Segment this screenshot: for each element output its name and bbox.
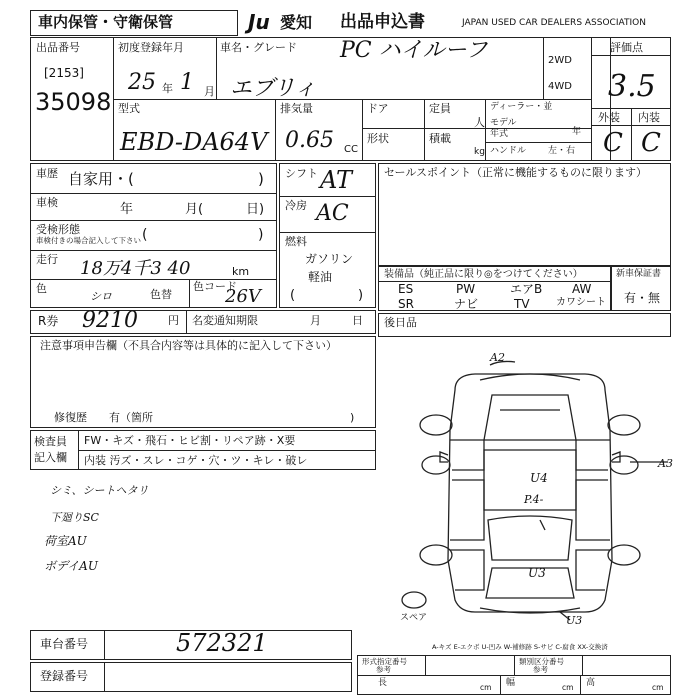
reg-year-label: 初度登録年月 <box>118 41 184 54</box>
shift-label: シフト <box>285 167 318 180</box>
int-grade: C <box>641 128 661 158</box>
score-label: 評価点 <box>610 41 643 54</box>
warranty-label: 新車保証書 <box>616 269 662 279</box>
dealer-label: ディーラー・並 <box>490 102 553 112</box>
form-title: 出品申込書 <box>340 12 425 32</box>
payload-unit: kg <box>474 147 485 157</box>
mileage-value: 18万4千3 40 <box>80 258 191 279</box>
color-code-label: 色コード <box>193 280 237 293</box>
displacement-label: 排気量 <box>280 102 313 115</box>
shape-label: 形状 <box>367 132 389 145</box>
handwritten-note-4: ボデイAU <box>44 559 98 573</box>
equip-sr: SR <box>398 297 414 311</box>
damage-legend: A-キズ E-エクボ U-凹み W-補修跡 S-サビ C-腐食 XX-交換済 <box>432 643 608 651</box>
chassis-label: 車台番号 <box>40 637 89 651</box>
inspector-line-1: FW・キズ・飛石・ヒビ割・リペア跡・X要 <box>84 434 296 447</box>
lot-small: [2153] <box>44 66 84 80</box>
payload-label: 積載 <box>429 132 451 145</box>
model-year-unit: 年 <box>572 127 582 137</box>
ac-label: 冷房 <box>285 199 307 212</box>
shift-value: AT <box>320 166 353 194</box>
lot-label: 出品番号 <box>36 41 80 54</box>
width-unit: cm <box>562 683 574 692</box>
drive-2wd: 2WD <box>548 55 572 66</box>
form-code-label: 形式指定番号 <box>362 657 407 666</box>
fuel-gas: ガソリン <box>305 252 354 266</box>
width-label: 幅 <box>506 678 516 688</box>
receipt-open: ( <box>142 227 148 243</box>
chassis-value: 572321 <box>176 629 268 657</box>
height-label: 高 <box>586 678 596 688</box>
handwritten-note-3: 荷室AU <box>44 534 87 548</box>
height-unit: cm <box>652 683 664 692</box>
notes-label: 注意事項申告欄（不具合内容等は具体的に記入して下さい） <box>40 339 337 352</box>
inspection-year: 年 <box>120 202 134 217</box>
displacement-value: 0.65 <box>285 128 334 153</box>
reg-year-unit: 年 <box>162 82 173 95</box>
storage-stamp-text: 車内保管・守衛保管 <box>38 13 174 31</box>
ext-grade: C <box>603 128 623 158</box>
warranty-options: 有・無 <box>624 291 661 305</box>
capacity-label: 定員 <box>429 102 451 115</box>
cat-code-label: 類別区分番号 <box>519 657 564 666</box>
fuel-close: ) <box>358 288 364 303</box>
lot-number: 35098 <box>35 88 112 116</box>
association-name: JAPAN USED CAR DEALERS ASSOCIATION <box>462 18 646 28</box>
name-change-month: 月 <box>310 314 321 327</box>
color-value: シロ <box>90 290 112 303</box>
damage-mark-p4: P.4- <box>524 493 544 506</box>
equip-tv: TV <box>514 297 530 311</box>
receipt-close: ) <box>258 227 264 243</box>
sales-point-label: セールスポイント（正常に機能するものに限ります） <box>384 166 648 179</box>
equip-es: ES <box>398 282 414 296</box>
door-label: ドア <box>367 102 389 115</box>
org-name: 愛知 <box>280 13 313 32</box>
color-code-value: 26V <box>225 286 261 307</box>
type-value: EBD-DA64V <box>120 128 268 156</box>
after-items-box <box>378 313 671 337</box>
model-year-label-2: 年式 <box>490 129 509 139</box>
fuel-label: 燃料 <box>285 235 307 248</box>
equipment-label: 装備品（純正品に限り◎をつけてください） <box>384 269 583 280</box>
repair-history: 修復歴 有（箇所 <box>54 411 153 424</box>
recycle-label: R券 <box>38 314 59 328</box>
name-change-day: 日 <box>352 314 363 327</box>
form-code-ref: 参考 <box>376 665 391 674</box>
score-value: 3.5 <box>608 69 656 104</box>
model-year-label-1: モデル <box>490 118 517 128</box>
inspector-line-2: 内装 汚ズ・スレ・コゲ・穴・ツ・キレ・破レ <box>84 454 308 467</box>
repair-history-close: ) <box>350 411 355 424</box>
inspection-day: 日) <box>246 202 265 217</box>
recycle-unit: 円 <box>168 314 179 327</box>
damage-mark-u4: U4 <box>530 471 548 485</box>
length-label: 長 <box>378 678 388 688</box>
handle-options: 左・右 <box>548 146 576 156</box>
type-label: 型式 <box>118 102 140 115</box>
color-label: 色 <box>36 282 47 295</box>
inspection-label: 車検 <box>36 196 58 209</box>
model-value: エブリィ <box>230 76 317 101</box>
fuel-open: ( <box>290 288 296 303</box>
equip-aw: AW <box>572 282 592 296</box>
name-change-label: 名変通知期限 <box>192 314 258 327</box>
handwritten-note-1: シミ、シートヘタリ <box>50 484 149 497</box>
damage-mark-a2: A2 <box>490 351 505 364</box>
handwritten-note-2: 下廻りSC <box>50 511 99 524</box>
handle-label: ハンドル <box>490 146 527 156</box>
reg-month-value: 1 <box>180 70 194 95</box>
recycle-value: 9210 <box>82 308 138 333</box>
spare-label: スペア <box>400 613 428 623</box>
fuel-diesel: 軽油 <box>308 270 333 284</box>
mileage-unit: km <box>232 265 250 278</box>
after-items-label: 後日品 <box>384 316 417 329</box>
history-label: 車歴 <box>36 167 58 180</box>
grade-value: PC ハイルーフ <box>340 38 488 63</box>
ac-value: AC <box>316 201 349 226</box>
drive-4wd: 4WD <box>548 81 572 92</box>
receipt-label: 受検形態 <box>36 223 80 236</box>
equip-navi: ナビ <box>454 297 479 311</box>
history-close: ) <box>258 170 264 188</box>
name-label: 車名・グレード <box>220 41 297 54</box>
history-value: 自家用・( <box>68 170 134 188</box>
inspector-label-1: 検査員 <box>34 435 67 448</box>
length-unit: cm <box>480 683 492 692</box>
inspector-label-2: 記入欄 <box>34 451 67 464</box>
ext-label: 外装 <box>598 111 620 124</box>
cat-code-ref: 参考 <box>533 665 548 674</box>
registration-label: 登録番号 <box>40 669 89 683</box>
receipt-note: 車検付きの場合記入して下さい <box>36 236 141 245</box>
damage-mark-a3: A3 <box>658 457 673 470</box>
damage-mark-u3-rear: U3 <box>528 566 546 580</box>
inspection-month: 月( <box>185 202 204 217</box>
ju-logo: Ju <box>248 10 270 34</box>
mileage-label: 走行 <box>36 253 58 266</box>
displacement-unit: CC <box>344 144 358 155</box>
int-label: 内装 <box>638 111 660 124</box>
reg-month-unit: 月 <box>204 85 215 98</box>
damage-mark-u3-bumper: U3 <box>566 614 583 627</box>
color-change-label: 色替 <box>150 288 172 301</box>
reg-year-value: 25 <box>128 70 156 95</box>
capacity-unit: 人 <box>474 116 485 129</box>
equip-leather: カワシート <box>556 297 606 308</box>
equip-pw: PW <box>456 282 476 296</box>
equip-airbag: エアB <box>510 282 543 296</box>
